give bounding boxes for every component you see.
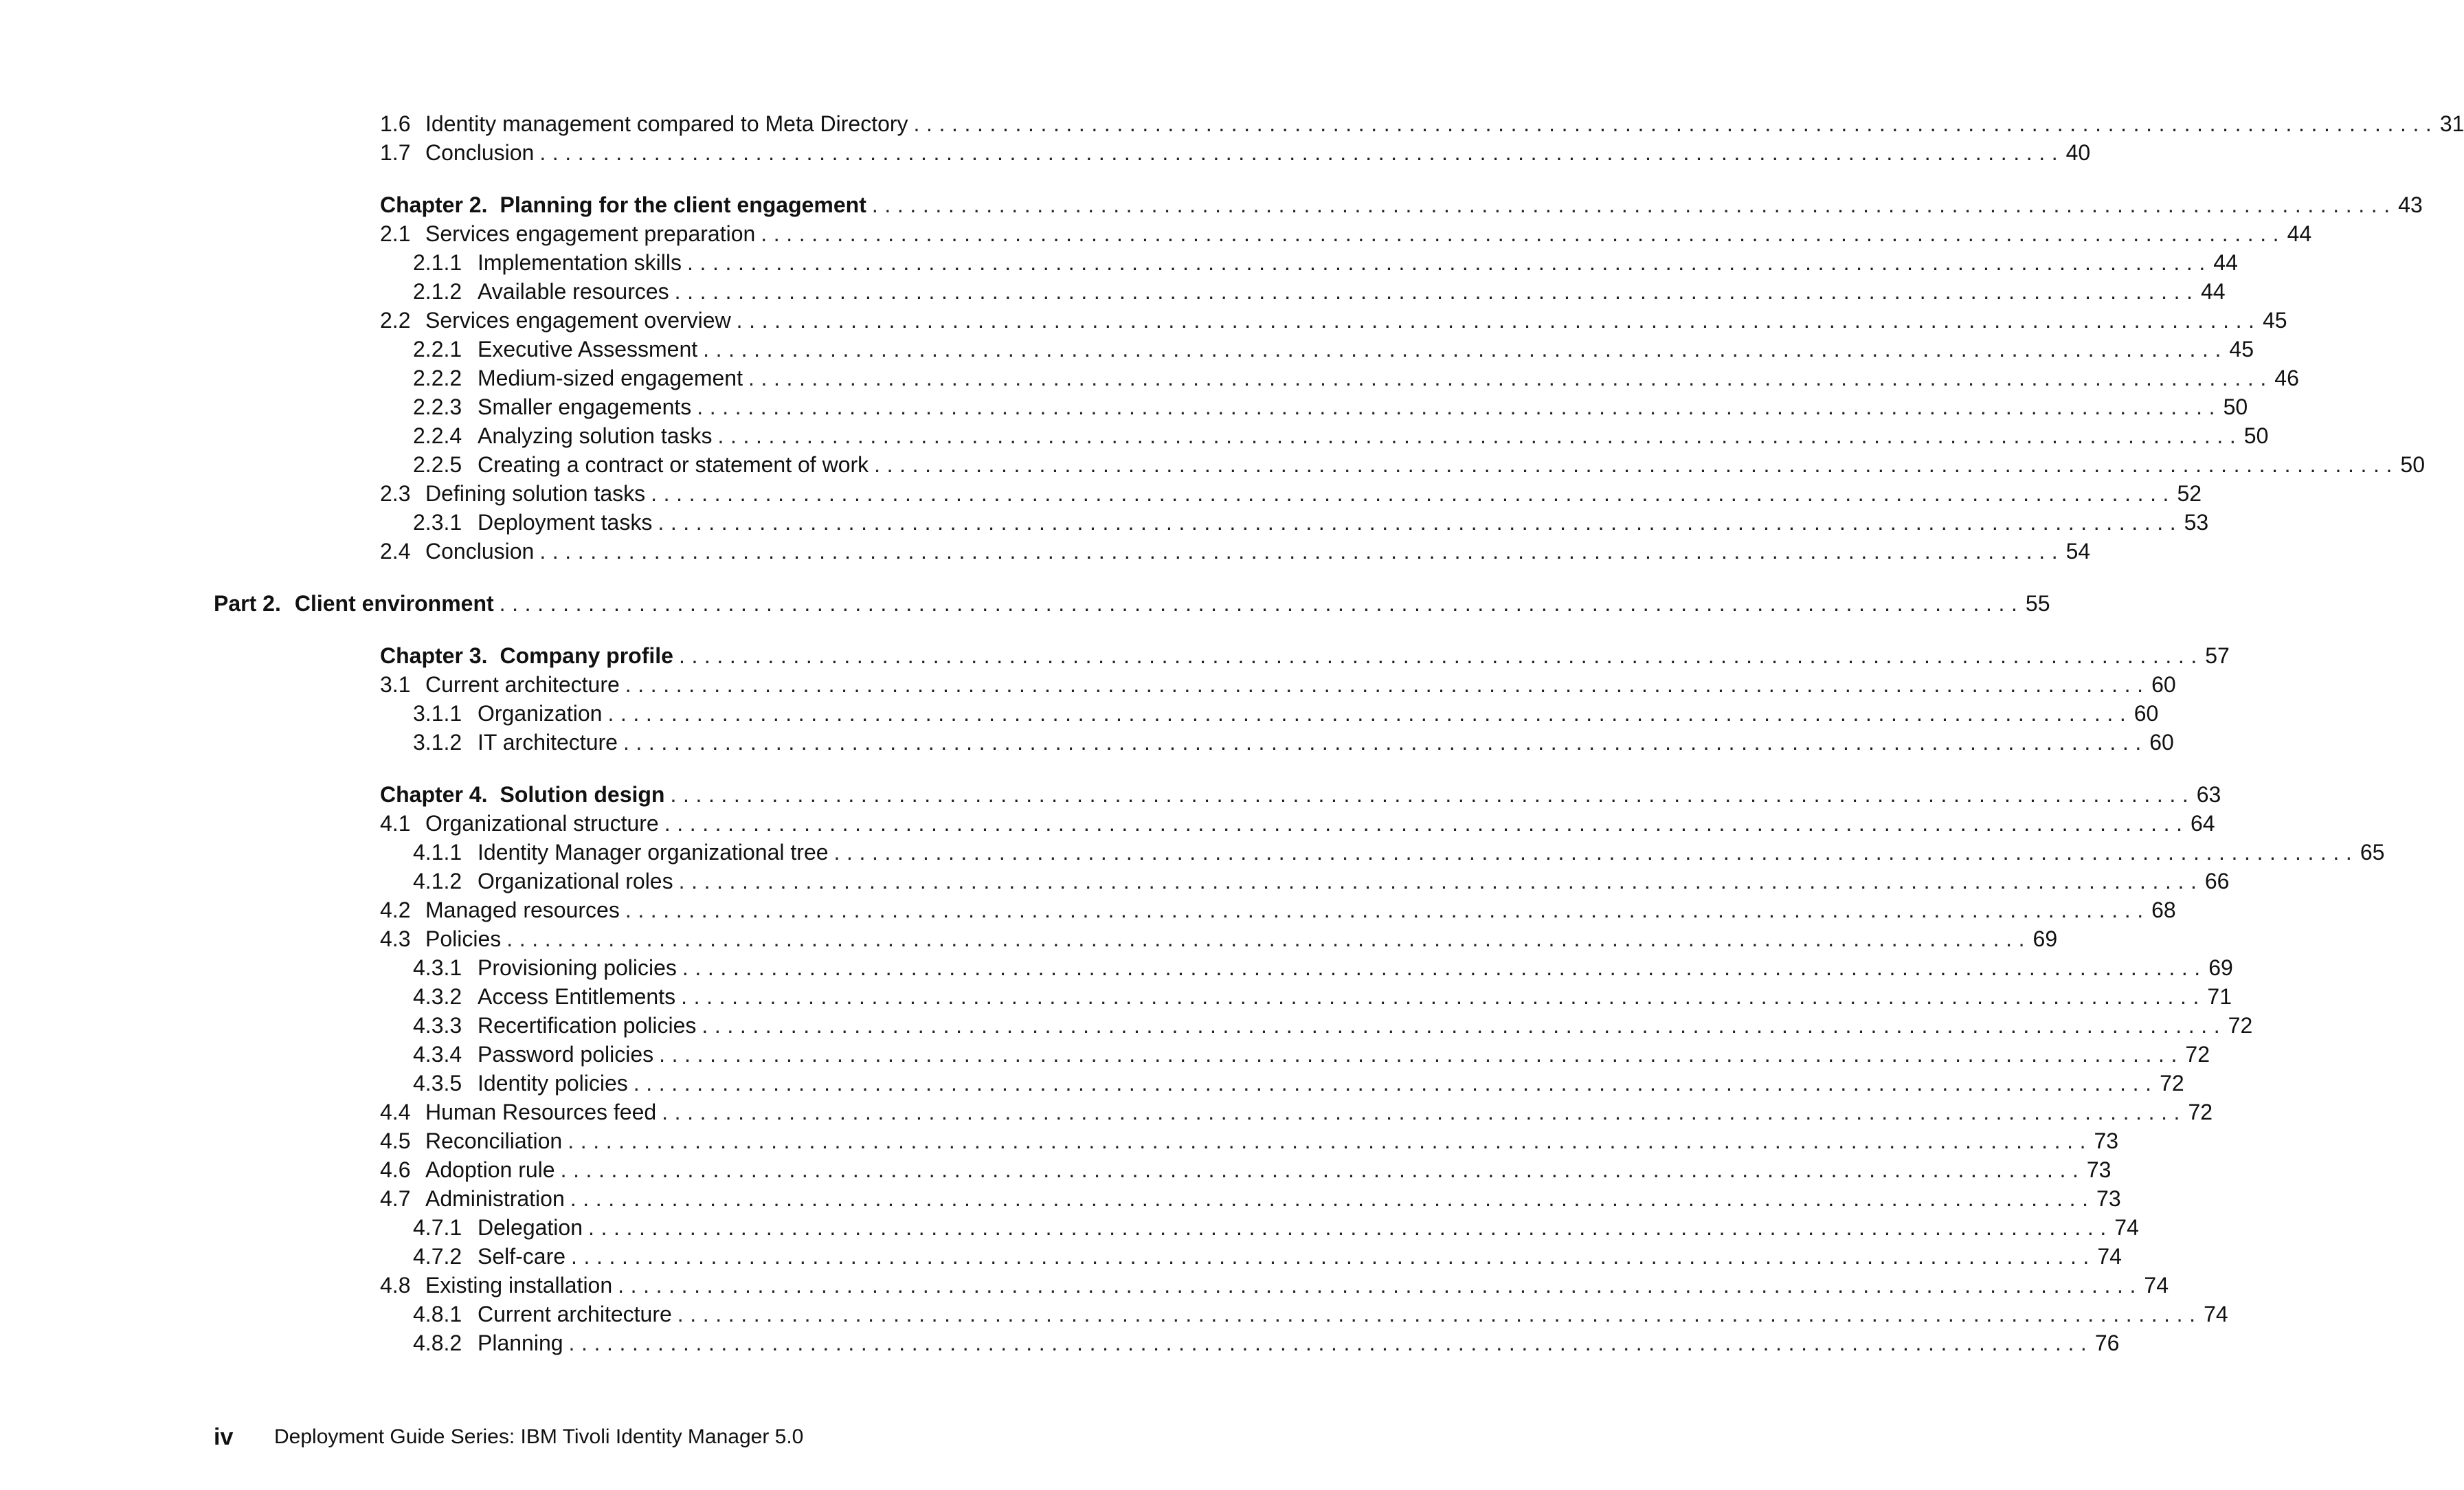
page-number: 60 <box>2133 701 2159 726</box>
dot-leader: ........................................................................................................................ <box>833 840 2359 865</box>
dot-leader: ........................................................................................................................ <box>662 1100 2187 1124</box>
subsection-title: Current architecture <box>478 1302 672 1326</box>
page-number: 72 <box>2185 1042 2210 1067</box>
page-number: 66 <box>2204 869 2230 893</box>
subsection-number: 4.3.5 <box>413 1071 462 1096</box>
toc-subentry <box>413 729 2174 756</box>
dot-leader: ........................................................................................................................ <box>658 510 2183 535</box>
subsection-title: Identity Manager organizational tree <box>478 840 829 865</box>
page-number: 45 <box>2262 308 2287 333</box>
toc-entry <box>380 220 2312 247</box>
dot-leader: ........................................................................................................................ <box>539 539 2065 564</box>
dot-leader: ........................................................................................................................ <box>568 1331 2094 1355</box>
dot-leader: ........................................................................................................................ <box>623 730 2148 755</box>
section-title: Human Resources feed <box>425 1100 657 1124</box>
book-title: Deployment Guide Series: IBM Tivoli Identity Manager 5.0 <box>274 1425 804 1448</box>
dot-leader: ........................................................................................................................ <box>736 308 2261 333</box>
dot-leader: ........................................................................................................................ <box>697 394 2222 419</box>
page-footer <box>214 1421 803 1453</box>
page-number: 72 <box>2160 1071 2184 1096</box>
page-number: 52 <box>2177 481 2202 506</box>
dot-leader: ........................................................................................................................ <box>618 1273 2143 1298</box>
subsection-number: 2.1.1 <box>413 250 462 275</box>
toc-subentry <box>413 335 2254 363</box>
page-number: 57 <box>2205 643 2230 668</box>
section-title: Defining solution tasks <box>425 481 646 506</box>
toc-subentry <box>413 509 2209 536</box>
page-number: 73 <box>2096 1186 2121 1211</box>
subsection-title: Creating a contract or statement of work <box>478 452 869 477</box>
page-number: 55 <box>2025 591 2050 616</box>
dot-leader: ........................................................................................................................ <box>568 1128 2093 1153</box>
subsection-title: Executive Assessment <box>478 337 698 362</box>
page-number: 71 <box>2207 984 2232 1009</box>
subsection-number: 2.2.1 <box>413 337 462 362</box>
dot-leader: ........................................................................................................................ <box>748 366 2273 390</box>
section-number: 3.1 <box>380 672 411 697</box>
section-title: Existing installation <box>425 1273 613 1298</box>
part-number: Part 2. <box>214 591 281 616</box>
toc-subentry <box>413 1041 2210 1068</box>
subsection-number: 2.2.2 <box>413 366 462 390</box>
toc-entry <box>380 1271 2169 1299</box>
toc-entry <box>380 110 2464 137</box>
subsection-number: 4.8.2 <box>413 1331 462 1355</box>
section-title: Services engagement preparation <box>425 221 756 246</box>
page-number: 43 <box>2398 192 2423 217</box>
chapter-title: Company profile <box>500 643 673 668</box>
toc-subentry <box>413 1329 2120 1357</box>
toc-entry <box>380 1185 2121 1212</box>
page-number: 53 <box>2184 510 2209 535</box>
dot-leader: ........................................................................................................................ <box>681 984 2206 1009</box>
subsection-title: Available resources <box>478 279 669 304</box>
dot-leader: ........................................................................................................................ <box>499 591 2024 616</box>
page-number: 69 <box>2208 955 2233 980</box>
section-number: 4.7 <box>380 1186 411 1211</box>
dot-leader: ........................................................................................................................ <box>664 811 2189 836</box>
page-number: 31 <box>2439 111 2464 136</box>
toc-subentry <box>413 983 2232 1010</box>
toc-subentry <box>413 1243 2122 1270</box>
dot-leader: ........................................................................................................................ <box>588 1215 2113 1240</box>
subsection-title: Deployment tasks <box>478 510 653 535</box>
toc-entry <box>380 139 2091 166</box>
section-number: 1.6 <box>380 111 411 136</box>
section-title: Administration <box>425 1186 565 1211</box>
toc-entry <box>380 537 2091 565</box>
toc-subentry <box>413 451 2426 478</box>
section-title: Conclusion <box>425 140 535 165</box>
dot-leader: ........................................................................................................................ <box>670 782 2195 807</box>
subsection-title: Self-care <box>478 1244 566 1269</box>
toc-entry <box>380 1098 2213 1126</box>
section-number: 4.8 <box>380 1273 411 1298</box>
dot-leader: ........................................................................................................................ <box>703 337 2228 362</box>
subsection-title: Provisioning policies <box>478 955 677 980</box>
dot-leader: ........................................................................................................................ <box>871 192 2397 217</box>
toc-subentry <box>413 1300 2228 1328</box>
subsection-number: 3.1.1 <box>413 701 462 726</box>
toc-entry <box>380 307 2287 334</box>
dot-leader: ........................................................................................................................ <box>674 279 2199 304</box>
toc-entry <box>380 896 2176 924</box>
subsection-title: Identity policies <box>478 1071 628 1096</box>
toc-subentry <box>413 838 2385 866</box>
section-number: 2.2 <box>380 308 411 333</box>
page-number: 50 <box>2243 423 2269 448</box>
section-title: Policies <box>425 926 502 951</box>
page-number: 74 <box>2114 1215 2139 1240</box>
subsection-number: 2.3.1 <box>413 510 462 535</box>
subsection-title: Smaller engagements <box>478 394 692 419</box>
section-title: Services engagement overview <box>425 308 731 333</box>
subsection-number: 4.3.2 <box>413 984 462 1009</box>
subsection-title: Access Entitlements <box>478 984 676 1009</box>
page-number: 60 <box>2151 672 2176 697</box>
dot-leader: ........................................................................................................................ <box>625 672 2150 697</box>
subsection-number: 4.8.1 <box>413 1302 462 1326</box>
page-number: 65 <box>2360 840 2385 865</box>
subsection-number: 3.1.2 <box>413 730 462 755</box>
dot-leader: ........................................................................................................................ <box>651 481 2176 506</box>
dot-leader: ........................................................................................................................ <box>539 140 2065 165</box>
section-number: 2.4 <box>380 539 411 564</box>
page-number: 46 <box>2274 366 2299 390</box>
page-number: 54 <box>2065 539 2091 564</box>
dot-leader: ........................................................................................................................ <box>874 452 2399 477</box>
dot-leader: ........................................................................................................................ <box>560 1157 2085 1182</box>
dot-leader: ........................................................................................................................ <box>506 926 2032 951</box>
toc-subentry <box>413 249 2238 276</box>
chapter-title: Planning for the client engagement <box>500 192 866 217</box>
subsection-number: 4.1.2 <box>413 869 462 893</box>
dot-leader: ........................................................................................................................ <box>677 1302 2202 1326</box>
dot-leader: ........................................................................................................................ <box>659 1042 2184 1067</box>
dot-leader: ........................................................................................................................ <box>687 250 2212 275</box>
page-number: 76 <box>2094 1331 2120 1355</box>
section-title: Adoption rule <box>425 1157 555 1182</box>
section-number: 1.7 <box>380 140 411 165</box>
section-title: Organizational structure <box>425 811 659 836</box>
dot-leader: ........................................................................................................................ <box>625 898 2150 922</box>
subsection-title: Password policies <box>478 1042 654 1067</box>
page-number: 50 <box>2223 394 2248 419</box>
subsection-number: 4.1.1 <box>413 840 462 865</box>
page-number: 74 <box>2144 1273 2169 1298</box>
toc-subentry <box>413 954 2233 981</box>
page-number: 69 <box>2032 926 2058 951</box>
toc-chapter-entry <box>380 642 2230 669</box>
page-number: 72 <box>2228 1013 2253 1038</box>
subsection-number: 4.7.1 <box>413 1215 462 1240</box>
toc-subentry <box>413 422 2269 449</box>
toc-subentry <box>413 867 2230 895</box>
subsection-number: 4.7.2 <box>413 1244 462 1269</box>
subsection-number: 4.3.3 <box>413 1013 462 1038</box>
page-number: 73 <box>2086 1157 2112 1182</box>
subsection-title: IT architecture <box>478 730 618 755</box>
toc-subentry <box>413 1069 2184 1097</box>
chapter-title: Solution design <box>500 782 665 807</box>
subsection-title: Recertification policies <box>478 1013 697 1038</box>
page-number: 50 <box>2400 452 2426 477</box>
subsection-title: Medium-sized engagement <box>478 366 743 390</box>
section-title: Managed resources <box>425 898 620 922</box>
toc-part-entry <box>214 590 2050 617</box>
page-number: 40 <box>2065 140 2091 165</box>
dot-leader: ........................................................................................................................ <box>570 1186 2095 1211</box>
subsection-number: 4.3.4 <box>413 1042 462 1067</box>
toc-entry <box>380 1156 2112 1183</box>
dot-leader: ........................................................................................................................ <box>571 1244 2096 1269</box>
page-number: 68 <box>2151 898 2176 922</box>
subsection-title: Organizational roles <box>478 869 673 893</box>
subsection-title: Implementation skills <box>478 250 682 275</box>
toc-entry <box>380 810 2215 837</box>
section-number: 4.4 <box>380 1100 411 1124</box>
page-number: 74 <box>2204 1302 2228 1326</box>
subsection-title: Organization <box>478 701 603 726</box>
toc-subentry <box>413 278 2226 305</box>
subsection-title: Analyzing solution tasks <box>478 423 713 448</box>
subsection-number: 2.2.3 <box>413 394 462 419</box>
page-number: 45 <box>2229 337 2254 362</box>
page-number: 44 <box>2287 221 2312 246</box>
chapter-number: Chapter 4. <box>380 782 488 807</box>
toc-chapter-entry <box>380 781 2221 808</box>
page-number: 44 <box>2200 279 2226 304</box>
page-number: 63 <box>2196 782 2221 807</box>
toc-chapter-entry <box>380 191 2423 219</box>
subsection-number: 2.2.4 <box>413 423 462 448</box>
toc-subentry <box>413 700 2159 727</box>
section-number: 4.5 <box>380 1128 411 1153</box>
toc-entry <box>380 1127 2119 1155</box>
toc-subentry <box>413 1214 2139 1241</box>
toc-entry <box>380 925 2058 953</box>
dot-leader: ........................................................................................................................ <box>913 111 2439 136</box>
section-title: Reconciliation <box>425 1128 563 1153</box>
chapter-number: Chapter 3. <box>380 643 488 668</box>
dot-leader: ........................................................................................................................ <box>678 869 2204 893</box>
section-number: 4.6 <box>380 1157 411 1182</box>
subsection-title: Delegation <box>478 1215 583 1240</box>
dot-leader: ........................................................................................................................ <box>761 221 2286 246</box>
dot-leader: ........................................................................................................................ <box>682 955 2207 980</box>
subsection-number: 2.1.2 <box>413 279 462 304</box>
part-title: Client environment <box>294 591 494 616</box>
subsection-number: 2.2.5 <box>413 452 462 477</box>
dot-leader: ........................................................................................................................ <box>702 1013 2227 1038</box>
section-number: 4.1 <box>380 811 411 836</box>
dot-leader: ........................................................................................................................ <box>717 423 2243 448</box>
dot-leader: ........................................................................................................................ <box>607 701 2133 726</box>
page-number: 44 <box>2213 250 2238 275</box>
section-number: 4.2 <box>380 898 411 922</box>
section-number: 2.1 <box>380 221 411 246</box>
page-number: 74 <box>2097 1244 2122 1269</box>
toc-subentry <box>413 1012 2253 1039</box>
dot-leader: ........................................................................................................................ <box>633 1071 2158 1096</box>
toc-entry <box>380 480 2202 507</box>
page-number: 72 <box>2188 1100 2213 1124</box>
section-title: Identity management compared to Meta Directory <box>425 111 908 136</box>
folio-page-number: iv <box>214 1424 234 1450</box>
section-title: Conclusion <box>425 539 535 564</box>
subsection-title: Planning <box>478 1331 563 1355</box>
dot-leader: ........................................................................................................................ <box>678 643 2204 668</box>
section-number: 4.3 <box>380 926 411 951</box>
page-number: 60 <box>2149 730 2174 755</box>
subsection-number: 4.3.1 <box>413 955 462 980</box>
page-number: 64 <box>2191 811 2215 836</box>
chapter-number: Chapter 2. <box>380 192 488 217</box>
toc-entry <box>380 671 2176 698</box>
toc-subentry <box>413 364 2299 392</box>
section-number: 2.3 <box>380 481 411 506</box>
toc-subentry <box>413 393 2248 421</box>
section-title: Current architecture <box>425 672 620 697</box>
page-number: 73 <box>2094 1128 2119 1153</box>
